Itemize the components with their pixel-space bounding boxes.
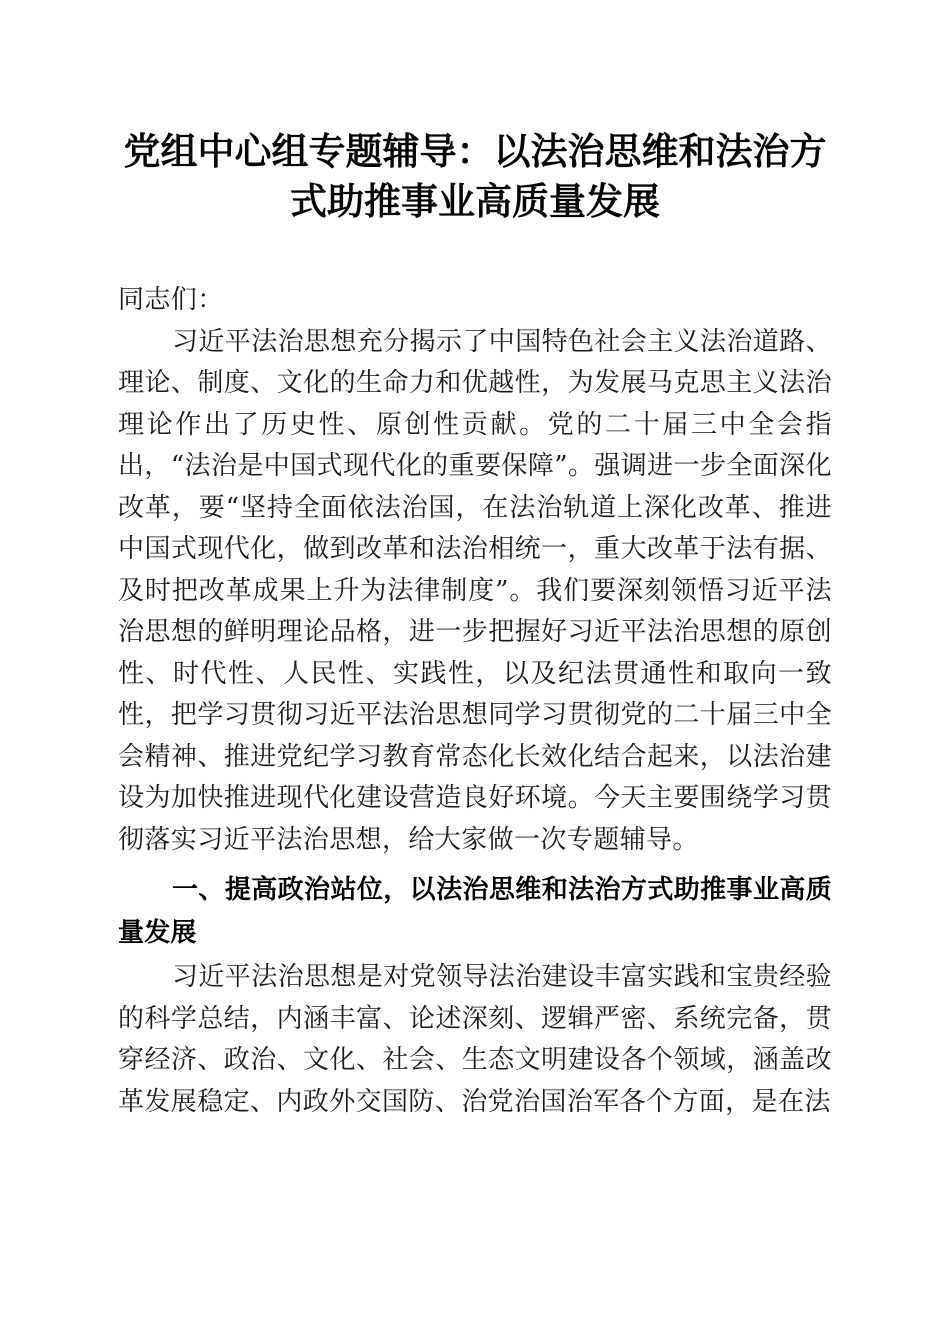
document-body bbox=[118, 0, 832, 1123]
salutation: 同志们： bbox=[118, 285, 224, 315]
section-paragraph-1: 习近平法治思想是对党领导法治建设丰富实践和宝贵经验的科学总结，内涵丰富、论述深刻、逻辑严密、系统完备，贯穿经济、政治、文化、社会、生态文明建设各个领域，涵盖改革发展稳定、内政外交国防、治党治国治军各个方面，是在法 bbox=[118, 962, 833, 1117]
body-paragraph-1: 习近平法治思想充分揭示了中国特色社会主义法治道路、理论、制度、文化的生命力和优越性，为发展马克思主义法治理论作出了历史性、原创性贡献。党的二十届三中全会指出，“法治是中国式现代化的重要保障”。强调进一步全面深化改革，要“坚持全面依法治国，在法治轨道上深化改革、推进中国式现代化，做到改革和法治相统一，重大改革于法有据、及时把改革成果上升为法律制度”。我们要深刻领悟习近平法治思想的鲜明理论品格，进一步把握好习近平法治思想的原创性、时代性、人民性、实践性，以及纪法贯通性和取向一致性，把学习贯彻习近平法治思想同学习贯彻党的二十届三中全会精神、推进党纪学习教育常态化长效化结合起来，以法治建设为加快推进现代化建设营造良好环境。今天主要围绕学习贯彻落实习近平法治思想，给大家做一次专题辅导。 bbox=[118, 326, 833, 855]
document-title: 党组中心组专题辅导：以法治思维和法治方式助推事业高质量发展 bbox=[123, 132, 827, 223]
section-heading-1: 一、提高政治站位，以法治思维和法治方式助推事业高质量发展 bbox=[118, 874, 832, 947]
